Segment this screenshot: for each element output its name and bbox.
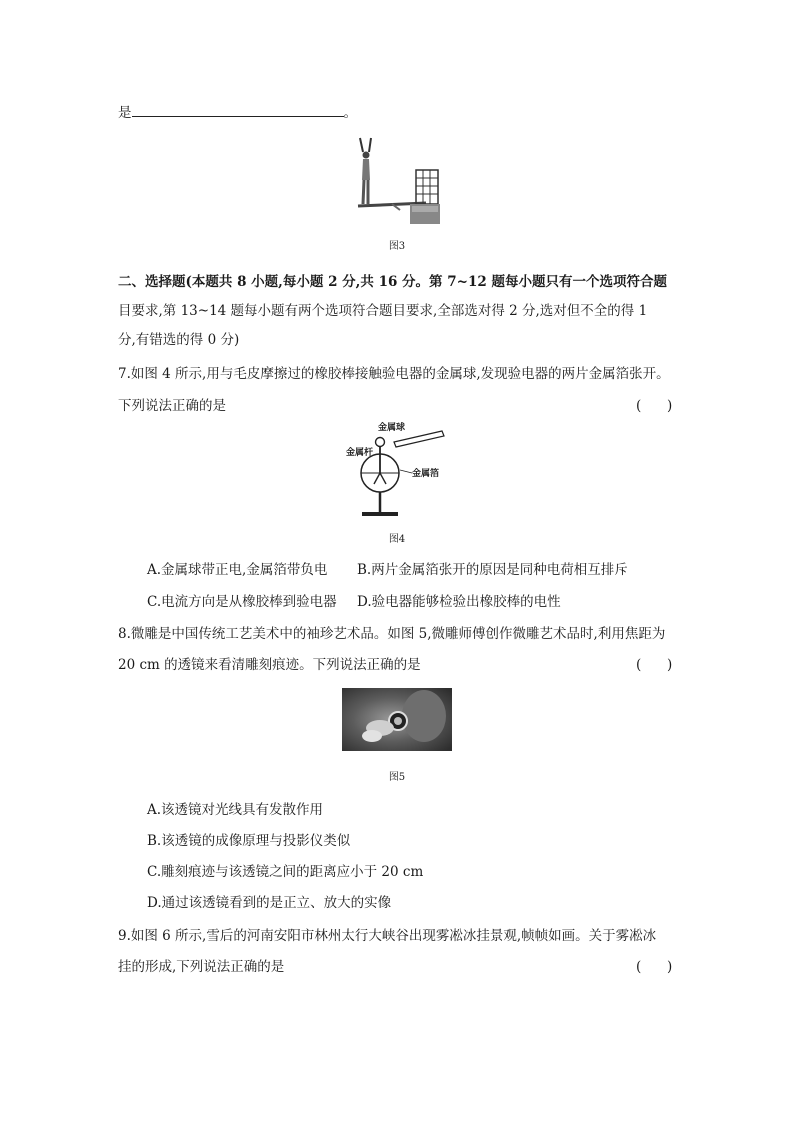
q8-option-b[interactable]: B.该透镜的成像原理与投影仪类似 (147, 833, 351, 849)
q7-stem-line-2: 下列说法正确的是 (118, 398, 226, 414)
q7-option-d[interactable]: D.验电器能够检验出橡胶棒的电性 (357, 594, 561, 610)
q9-stem-line-2: 挂的形成,下列说法正确的是 (118, 959, 285, 975)
figure-4-caption: 图4 (388, 534, 406, 545)
section-2-heading-line-1: 二、选择题(本题共 8 小题,每小题 2 分,共 16 分。第 7~12 题每小题只有一个选项符合题 (118, 274, 667, 290)
q6-prefix: 是 (118, 105, 132, 121)
q8-option-a[interactable]: A.该透镜对光线具有发散作用 (147, 802, 324, 818)
q8-option-c[interactable]: C.雕刻痕迹与该透镜之间的距离应小于 20 cm (147, 864, 424, 880)
figure-5-photo (342, 688, 452, 751)
q8-answer-paren[interactable]: ( ) (636, 657, 673, 673)
q7-stem-line-1: 7.如图 4 所示,用与毛皮摩擦过的橡胶棒接触验电器的金属球,发现验电器的两片金属箔张开。 (118, 366, 670, 382)
section-2-heading-line-3: 分,有错选的得 0 分) (118, 332, 240, 348)
figure-3-diver (344, 130, 444, 228)
section-2-heading-line-2: 目要求,第 13~14 题每小题有两个选项符合题目要求,全部选对得 2 分,选对但不全的得 1 (118, 303, 648, 319)
q6-answer-line (118, 103, 357, 122)
answer-blank[interactable] (132, 103, 344, 117)
q6-suffix: 。 (343, 105, 357, 121)
q9-stem-line-1: 9.如图 6 所示,雪后的河南安阳市林州太行大峡谷出现雾凇冰挂景观,帧帧如画。关于雾凇冰 (118, 928, 657, 944)
q9-answer-paren[interactable]: ( ) (636, 959, 673, 975)
label-metal-foil: 金属箔 (412, 469, 440, 479)
q7-option-b[interactable]: B.两片金属箔张开的原因是同种电荷相互排斥 (357, 562, 628, 578)
q7-answer-paren[interactable]: ( ) (636, 398, 673, 414)
figure-5-caption: 图5 (388, 772, 406, 783)
q8-stem-line-1: 8.微雕是中国传统工艺美术中的袖珍艺术品。如图 5,微雕师傅创作微雕艺术品时,利用焦距为 (118, 626, 666, 642)
q8-option-d[interactable]: D.通过该透镜看到的是正立、放大的实像 (147, 895, 392, 911)
q7-option-a[interactable]: A.金属球带正电,金属箔带负电 (147, 562, 328, 578)
label-metal-ball: 金属球 (378, 423, 406, 433)
q7-option-c[interactable]: C.电流方向是从橡胶棒到验电器 (147, 594, 337, 610)
q8-stem-line-2: 20 cm 的透镜来看清雕刻痕迹。下列说法正确的是 (118, 657, 421, 673)
figure-4-electroscope (338, 418, 456, 522)
figure-3-caption: 图3 (388, 241, 406, 252)
label-metal-rod: 金属杆 (346, 448, 374, 458)
